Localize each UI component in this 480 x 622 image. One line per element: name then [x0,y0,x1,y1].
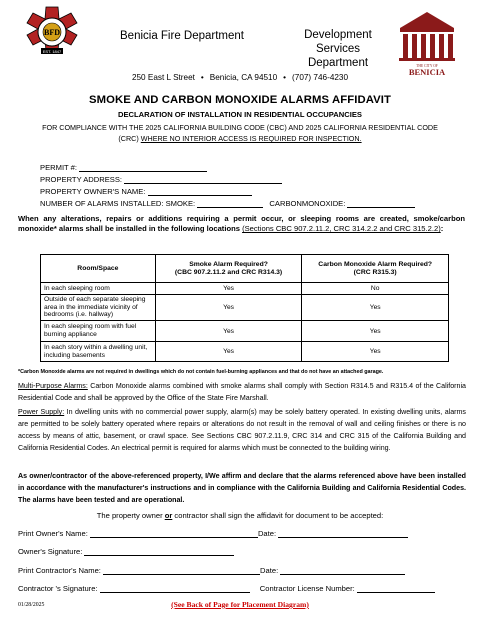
declaration-paragraph: As owner/contractor of the above-referenced property, I/We affirm and declare that the alarms referenced above have been installed in accordance with the manufacturer's instructions and in compliance with the California Building and California Residential Codes. The alarms have been tested and are operational. [18,472,466,504]
col-smoke-alarm: Smoke Alarm Required? (CBC 907.2.11.2 and CRC R314.3) [155,255,302,283]
svg-text:BFD: BFD [44,28,60,37]
table-row: Outside of each separate sleeping area in the immediate vicinity of bedrooms (i.e. hallway) Yes Yes [41,295,449,321]
property-address-field: PROPERTY ADDRESS: [40,175,282,184]
permit-input[interactable] [79,163,207,172]
table-header-row [41,255,449,283]
co-footnote: *Carbon Monoxide alarms are not required in dwellings which do not contain fuel-burning appliances and that do not have an attached garage. [18,369,384,375]
print-owner-name-input[interactable] [90,529,258,538]
power-supply-paragraph: Power Supply: In dwelling units with no commercial power supply, alarm(s) may be solely battery operated. In existing dwelling units, alarms are permitted to be solely battery operated where repairs or alterations do not result in the removal of wall and ceiling finishes or there is no access by means of attic, basement, or crawl space. See Sections CBC 907.2.11.9, CRC 314 and CRC 315 of the California Building and California Residential Codes. An electrical permit is required for alarms which must be connected to the building wiring. [18,408,466,452]
col-co-alarm: Carbon Monoxide Alarm Required? (CRC R315.3) [302,255,449,283]
owner-date-input[interactable] [278,529,408,538]
multi-purpose-alarms-paragraph: Multi-Purpose Alarms: Carbon Monoxide alarms combined with smoke alarms shall comply with Section R314.5 and R315.4 of the California Residential Code and shall be approved by the Office of the State Fire Marshall. [18,382,466,402]
compliance-statement: FOR COMPLIANCE WITH THE 2025 CALIFORNIA BUILDING CODE (CBC) AND 2025 CALIFORNIA RESIDENTIAL CODE (CRC) WHERE NO INTERIOR ACCESS IS REQUIRED FOR INSPECTION. [42,123,438,143]
document-subtitle: DECLARATION OF INSTALLATION IN RESIDENTIAL OCCUPANCIES [118,110,362,119]
table-row: In each story within a dwelling unit, including basements Yes Yes [41,342,449,362]
fire-department-title: Benicia Fire Department [120,30,244,42]
svg-text:BENICIA: BENICIA [408,67,446,77]
city-of-benicia-logo [396,8,458,78]
contractor-signature-input[interactable] [100,584,250,593]
table-row: In each sleeping room with fuel burning appliance Yes Yes [41,321,449,342]
print-owner-name-field: Print Owner's Name: Date: [18,529,408,538]
development-services-title: Development Services Department [304,29,372,69]
contractor-signature-field: Contractor 's Signature: Contractor License Number: [18,584,435,593]
installation-requirement-paragraph: When any alterations, repairs or additions requiring a permit occur, or sleeping rooms are created, smoke/carbon monoxide* alarms shall be installed in the following locations (Sections CBC 907.2.11.2, CRC 314.2.2 and CRC 315.2.2): [18,214,465,234]
table-row: In each sleeping room Yes No [41,283,449,295]
department-address: 250 East L Street • Benicia, CA 94510 • (707) 746-4230 [131,73,349,82]
contractor-date-input[interactable] [280,566,405,575]
signature-instruction: The property owner or contractor shall sign the affidavit for document to be accepted: [96,511,384,520]
print-contractor-name-input[interactable] [103,566,260,575]
co-count-input[interactable] [347,199,415,208]
col-room-space: Room/Space [41,255,156,283]
owner-signature-field: Owner's Signature: [18,547,234,556]
alarm-requirements-table [40,254,449,362]
revision-date: 01/28/2025 [18,602,45,608]
contractor-license-input[interactable] [357,584,435,593]
see-back-notice: (See Back of Page for Placement Diagram) [171,600,309,609]
alarms-installed-field: NUMBER OF ALARMS INSTALLED: SMOKE: CARBONMONOXIDE: [40,199,415,208]
permit-field: PERMIT #: [40,163,207,172]
smoke-count-input[interactable] [197,199,263,208]
owner-name-input[interactable] [148,187,252,196]
fire-department-logo [26,6,78,58]
property-address-input[interactable] [124,175,282,184]
owner-name-field: PROPERTY OWNER'S NAME: [40,187,252,196]
svg-text:THE CITY OF: THE CITY OF [416,64,438,68]
owner-signature-input[interactable] [84,547,234,556]
document-title: SMOKE AND CARBON MONOXIDE ALARMS AFFIDAVIT [88,94,392,106]
print-contractor-name-field: Print Contractor's Name: Date: [18,566,405,575]
svg-text:EST. 1847: EST. 1847 [42,49,62,54]
